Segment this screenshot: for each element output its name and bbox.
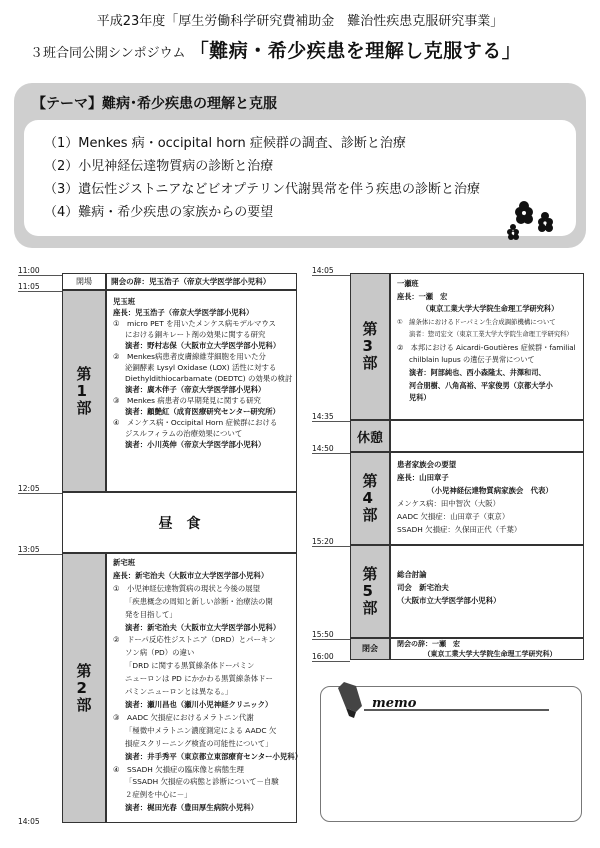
theme-item: （2）小児神経伝達物質病の診断と治療: [44, 159, 274, 174]
part-4-program: [390, 452, 584, 545]
moderator: 司会 新宅治夫: [397, 583, 449, 592]
theme-item: （1）Menkes 病・occipital horn 症候群の調査、診断と治療: [44, 136, 406, 151]
session-title: 総合討論: [397, 570, 427, 579]
time-line: [312, 275, 350, 276]
time-line: [18, 554, 62, 555]
time-line: [312, 546, 350, 547]
talk-title: ソン病（PD）の違い: [125, 648, 195, 658]
talk-title: 泌銅酵素 Lysyl Oxidase (LOX) 活性に対する: [125, 363, 277, 372]
memo-label: memo: [372, 696, 417, 711]
closing-affiliation: （東京工業大学大学院生命理工学研究科）: [423, 649, 557, 658]
talk-title: ① micro PET を用いたメンケス病モデルマウス: [113, 319, 276, 328]
talk-title: ④ SSADH 欠損症の臨床像と病態生理: [113, 764, 244, 774]
chair: 座長：山田章子: [397, 473, 449, 482]
chair: 座長：新宅治夫（大阪市立大学医学部小児科）: [113, 570, 269, 580]
speaker: AADC 欠損症：山田章子（東京）: [397, 512, 510, 521]
speaker: 演者：瀬川昌也（瀬川小児神経クリニック）: [125, 699, 273, 709]
break-cell: [390, 420, 584, 452]
speaker: メンケス病：田中智次（大阪）: [397, 499, 501, 508]
break-label: 休憩: [350, 420, 390, 452]
talk-subtitle: 損症スクリーニング検査の可能性について」: [125, 738, 273, 748]
theme-item: （4）難病・希少疾患の家族からの要望: [44, 205, 274, 220]
time-label: 11:00: [18, 266, 40, 275]
speaker: 演者：井手秀平（東京都立東部療育センター小児科）: [125, 751, 303, 761]
time-label: 14:05: [312, 266, 334, 275]
talk-title: chilblain lupus の遺伝子異常について: [409, 355, 535, 365]
speaker: 演者：顧艶紅（成育医療研究センター研究所）: [125, 407, 280, 416]
time-line: [18, 291, 62, 292]
opening-label: 開場: [62, 273, 106, 290]
talk-title: における銅キレート剤の効果に関する研究: [125, 330, 266, 339]
talk-subtitle: 「SSADH 欠損症の病態と診断について－自験: [125, 777, 279, 787]
time-label: 15:20: [312, 537, 334, 546]
talk-subtitle: 「DRD に関する黒質線条体ドーパミン: [125, 661, 255, 671]
part-5-program: [390, 545, 584, 638]
part-3-label: 第 3 部: [350, 273, 390, 420]
moderator-affiliation: （大阪市立大学医学部小児科）: [397, 596, 501, 605]
speaker: SSADH 欠損症：久保田正代（千葉）: [397, 525, 522, 534]
time-line: [312, 661, 350, 662]
time-line: [18, 275, 62, 276]
closing-remarks: [390, 638, 584, 660]
session-title: 患者家族会の要望: [397, 460, 457, 469]
talk-title: ② Menkes病患者皮膚線維芽細胞を用いた分: [113, 352, 266, 361]
talk-subtitle: ２症例を中心に－」: [125, 790, 192, 800]
opening-remarks: 開会の辞：児玉浩子（帝京大学医学部小児科）: [106, 273, 297, 290]
theme-list: [24, 120, 576, 236]
speaker: 演者：惣司宏文（東京工業大学大学院生命理工学研究科）: [409, 330, 573, 338]
time-label: 15:50: [312, 630, 334, 639]
lunch-break: 昼 食: [62, 492, 297, 553]
symposium-title: 「難病・希少疾患を理解し克服する」: [189, 40, 522, 62]
part-1-program: [106, 290, 297, 492]
talk-title: ② ドーパ反応性ジストニア（DRD）とパーキン: [113, 635, 276, 645]
part-2-program: [106, 553, 303, 823]
speaker: 演者：廣木伴子（帝京大学医学部小児科）: [125, 385, 266, 394]
speaker: 演者：新宅治夫（大阪市立大学医学部小児科）: [125, 622, 281, 632]
time-line: [312, 421, 350, 422]
flower-decoration-icon: [502, 198, 560, 242]
time-line: [18, 493, 62, 494]
speaker: 演者：梶田光春（豊田厚生病院小児科）: [125, 803, 259, 813]
part-5-label: 第 5 部: [350, 545, 390, 638]
group-name: 新宅班: [113, 558, 136, 567]
part-4-label: 第 4 部: [350, 452, 390, 545]
header-title-line: [30, 36, 590, 63]
talk-title: ① 線条体におけるドーパミン生合成調節機構について: [397, 318, 556, 327]
part-1-label: 第 1 部: [62, 290, 106, 492]
speaker: 演者：小川英伸（帝京大学医学部小児科）: [125, 440, 266, 449]
chair: 座長：児玉浩子（帝京大学医学部小児科）: [113, 308, 254, 317]
closing-speaker: 閉会の辞：一瀬 宏: [397, 640, 460, 648]
time-line: [312, 639, 350, 640]
theme-title: 【テーマ】難病･希少疾患の理解と克服: [32, 96, 277, 112]
symposium-name: ３班合同公開シンポジウム: [30, 46, 186, 61]
talk-title: ジスルフィラムの治療効果について: [125, 429, 243, 438]
chair-affiliation: （東京工業大学大学院生命理工学研究科）: [421, 304, 559, 314]
talk-subtitle: 発を目指して」: [125, 609, 177, 619]
time-label: 11:05: [18, 282, 40, 291]
pencil-icon: [334, 680, 554, 720]
talk-title: ③ AADC 欠損症におけるメラトニン代謝: [113, 712, 254, 722]
talk-title: ③ Menkes 病患者の早期発見に関する研究: [113, 396, 261, 405]
talk-subtitle: ニューロンは PD にかかわる黒質線条体ドー: [125, 674, 273, 684]
speaker: 児科）: [409, 393, 431, 403]
group-name: 児玉班: [113, 297, 136, 306]
time-line: [312, 453, 350, 454]
time-label: 16:00: [312, 652, 334, 661]
talk-subtitle: 「極微中メラトニン濃度測定による AADC 欠: [125, 725, 277, 735]
talk-title: Diethyldithiocarbamate (DEDTC) の効果の検討: [125, 374, 293, 383]
group-name: 一瀬班: [397, 279, 419, 288]
talk-title: ④ メンケス病・Occipital Horn 症候群における: [113, 418, 278, 427]
time-label: 14:50: [312, 444, 334, 453]
speaker: 演者：阿部純也、西小森隆太、井澤和司、: [409, 367, 546, 377]
time-label: 13:05: [18, 545, 40, 554]
talk-title: ② 本邦における Aicardi-Goutières 症候群・familial: [397, 342, 576, 352]
chair: 座長：一瀬 宏: [397, 291, 448, 301]
talk-subtitle: 「疾患概念の周知と新しい診断・治療法の開: [125, 596, 273, 606]
time-label: 14:05: [18, 817, 40, 826]
part-3-program: [390, 273, 584, 420]
time-label: 14:35: [312, 412, 334, 421]
speaker: 河合朋樹、八角高裕、平家俊男（京都大学小: [409, 380, 553, 390]
speaker: 演者：野村志保（大阪市立大学医学部小児科）: [125, 341, 281, 350]
chair-affiliation: （小児神経伝達物質病家族会 代表）: [427, 486, 553, 495]
talk-subtitle: パミンニューロンとは異なる。」: [125, 687, 233, 697]
part-2-label: 第 2 部: [62, 553, 106, 823]
theme-item: （3）遺伝性ジストニアなどビオプテリン代謝異常を伴う疾患の診断と治療: [44, 182, 480, 197]
time-label: 12:05: [18, 484, 40, 493]
closing-label: 閉会: [350, 638, 390, 660]
header-subtitle: 平成23年度「厚生労働科学研究費補助金 難治性疾患克服研究事業」: [96, 14, 504, 29]
talk-title: ① 小児神経伝達物質病の現状と今後の展望: [113, 583, 261, 593]
